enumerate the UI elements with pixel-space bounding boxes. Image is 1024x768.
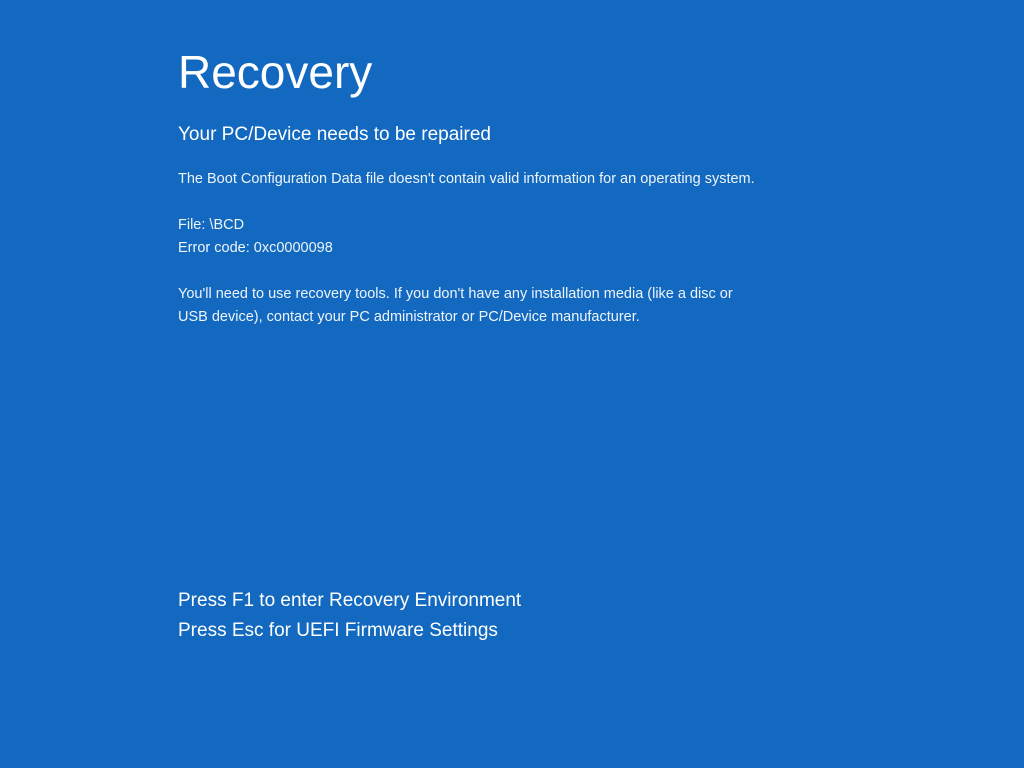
page-title: Recovery xyxy=(178,46,373,98)
recovery-subtitle: Your PC/Device needs to be repaired xyxy=(178,124,491,145)
recovery-description: The Boot Configuration Data file doesn't contain valid information for an operating system. xyxy=(178,171,755,187)
recovery-content xyxy=(178,44,818,329)
error-code-line: Error code: 0xc0000098 xyxy=(178,240,333,256)
action-recovery-environment[interactable]: Press F1 to enter Recovery Environment xyxy=(178,590,522,611)
spacer-after-description xyxy=(178,191,818,214)
file-line: File: \BCD xyxy=(178,217,245,233)
recovery-instructions: You'll need to use recovery tools. If you don't have any installation media (like a disc or USB device), contact your PC administrator or PC/Device manufacturer. xyxy=(178,286,733,325)
recovery-actions xyxy=(178,586,818,646)
action-uefi-firmware-settings[interactable]: Press Esc for UEFI Firmware Settings xyxy=(178,620,498,641)
spacer-after-error-code xyxy=(178,260,818,283)
